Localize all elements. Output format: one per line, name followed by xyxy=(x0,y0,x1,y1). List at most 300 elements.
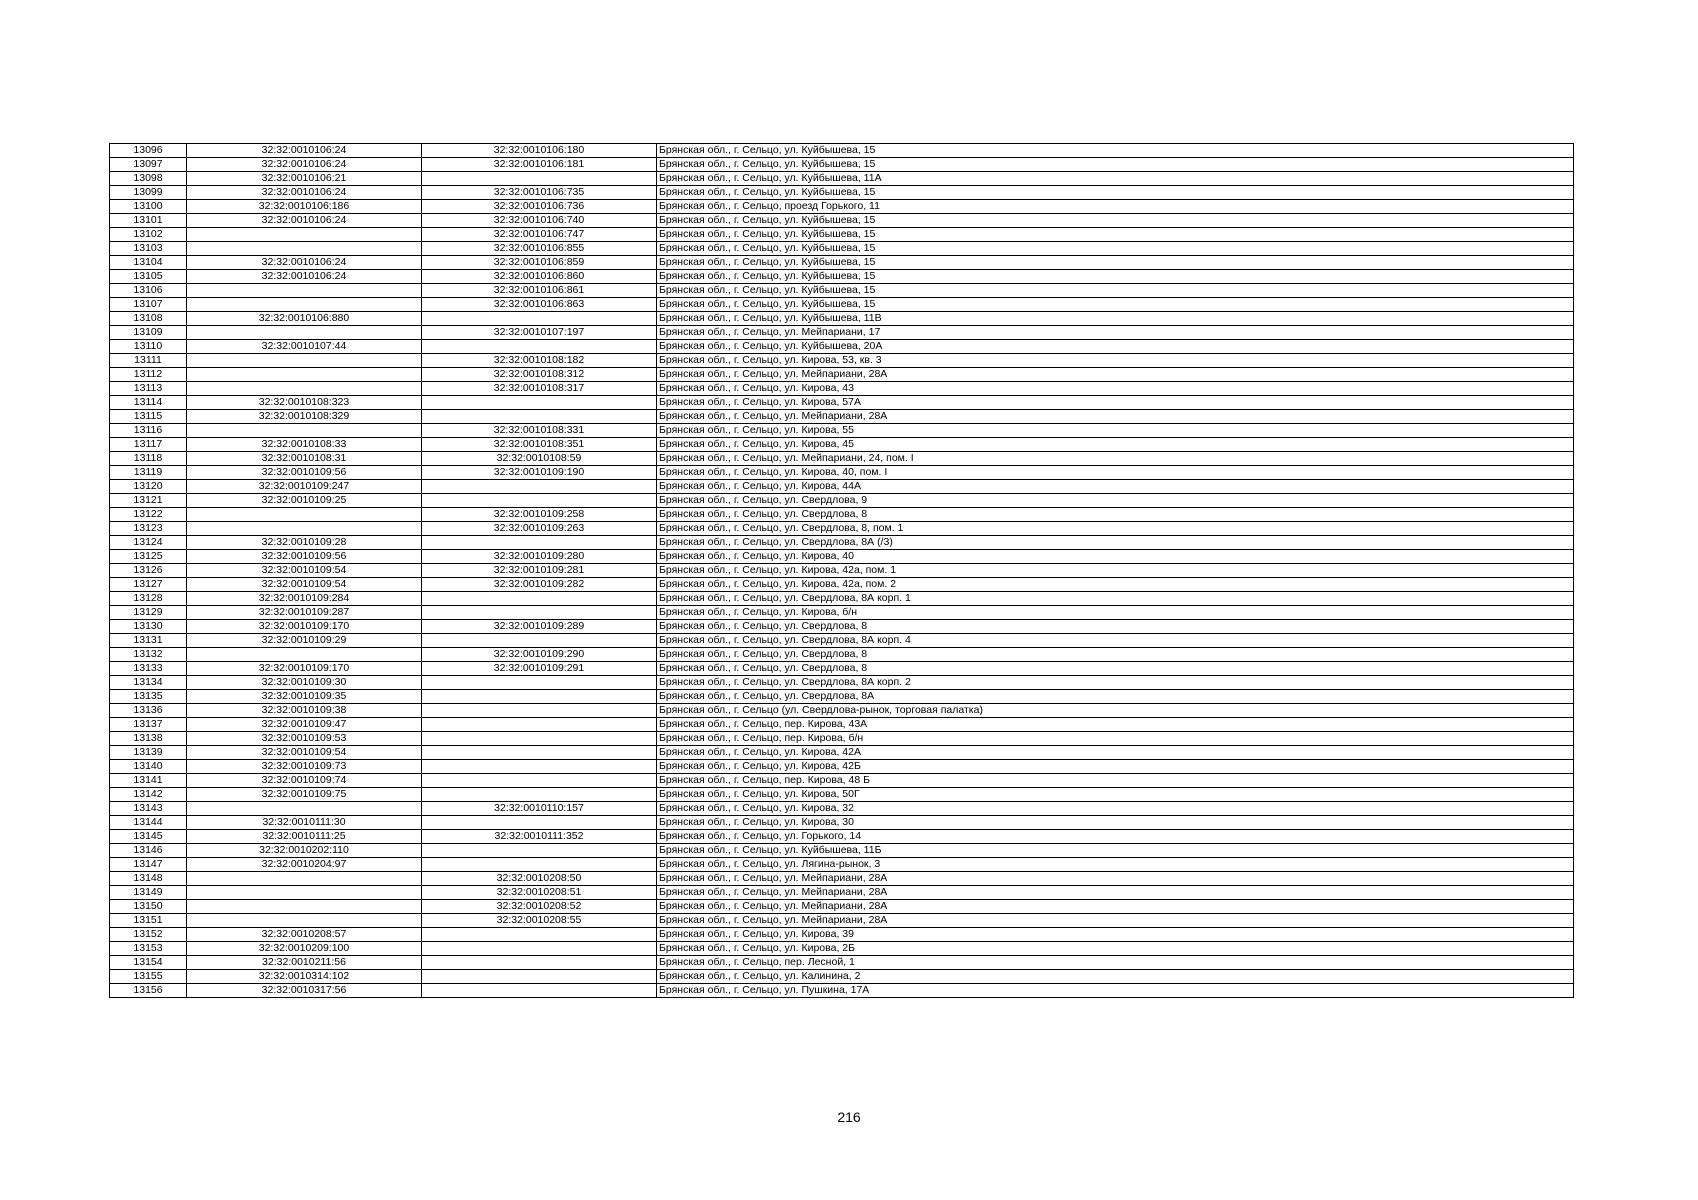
address-cell: Брянская обл., г. Сельцо, ул. Свердлова, 9 xyxy=(657,494,1574,508)
object-number-cell: 32:32:0010109:291 xyxy=(422,662,657,676)
object-number-cell xyxy=(422,396,657,410)
object-number-cell: 32:32:0010109:280 xyxy=(422,550,657,564)
object-number-cell: 32:32:0010106:735 xyxy=(422,186,657,200)
table-row xyxy=(110,228,1574,242)
land-plot-number-cell: 32:32:0010108:323 xyxy=(187,396,422,410)
address-cell: Брянская обл., г. Сельцо, ул. Свердлова, 8 xyxy=(657,662,1574,676)
object-number-cell: 32:32:0010109:281 xyxy=(422,564,657,578)
table-row xyxy=(110,270,1574,284)
table-row xyxy=(110,676,1574,690)
row-number-cell: 13099 xyxy=(110,186,187,200)
address-cell: Брянская обл., г. Сельцо, пер. Кирова, б/н xyxy=(657,732,1574,746)
row-number-cell: 13134 xyxy=(110,676,187,690)
row-number-cell: 13106 xyxy=(110,284,187,298)
row-number-cell: 13149 xyxy=(110,886,187,900)
object-number-cell xyxy=(422,732,657,746)
table-row xyxy=(110,886,1574,900)
address-cell: Брянская обл., г. Сельцо, ул. Куйбышева, 15 xyxy=(657,270,1574,284)
row-number-cell: 13138 xyxy=(110,732,187,746)
object-number-cell xyxy=(422,536,657,550)
land-plot-number-cell: 32:32:0010106:880 xyxy=(187,312,422,326)
row-number-cell: 13128 xyxy=(110,592,187,606)
table-row xyxy=(110,718,1574,732)
row-number-cell: 13148 xyxy=(110,872,187,886)
address-cell: Брянская обл., г. Сельцо, ул. Куйбышева, 15 xyxy=(657,158,1574,172)
land-plot-number-cell: 32:32:0010108:33 xyxy=(187,438,422,452)
object-number-cell: 32:32:0010106:859 xyxy=(422,256,657,270)
row-number-cell: 13151 xyxy=(110,914,187,928)
address-cell: Брянская обл., г. Сельцо, ул. Куйбышева, 15 xyxy=(657,256,1574,270)
address-cell: Брянская обл., г. Сельцо, ул. Кирова, 50Г xyxy=(657,788,1574,802)
address-cell: Брянская обл., г. Сельцо, ул. Лягина-рынок, 3 xyxy=(657,858,1574,872)
table-row xyxy=(110,368,1574,382)
address-cell: Брянская обл., г. Сельцо, ул. Свердлова, 8А корп. 1 xyxy=(657,592,1574,606)
object-number-cell: 32:32:0010108:182 xyxy=(422,354,657,368)
address-cell: Брянская обл., г. Сельцо, ул. Свердлова, 8А (/3) xyxy=(657,536,1574,550)
land-plot-number-cell xyxy=(187,298,422,312)
object-number-cell xyxy=(422,690,657,704)
land-plot-number-cell: 32:32:0010109:56 xyxy=(187,466,422,480)
address-cell: Брянская обл., г. Сельцо, ул. Куйбышева, 15 xyxy=(657,228,1574,242)
address-cell: Брянская обл., г. Сельцо, ул. Кирова, 30 xyxy=(657,816,1574,830)
row-number-cell: 13101 xyxy=(110,214,187,228)
row-number-cell: 13104 xyxy=(110,256,187,270)
address-cell: Брянская обл., г. Сельцо, пер. Кирова, 48 Б xyxy=(657,774,1574,788)
land-plot-number-cell: 32:32:0010109:287 xyxy=(187,606,422,620)
land-plot-number-cell: 32:32:0010109:29 xyxy=(187,634,422,648)
row-number-cell: 13120 xyxy=(110,480,187,494)
address-cell: Брянская обл., г. Сельцо (ул. Свердлова-рынок, торговая палатка) xyxy=(657,704,1574,718)
row-number-cell: 13123 xyxy=(110,522,187,536)
table-row xyxy=(110,788,1574,802)
object-number-cell: 32:32:0010109:282 xyxy=(422,578,657,592)
land-plot-number-cell xyxy=(187,508,422,522)
land-plot-number-cell: 32:32:0010106:24 xyxy=(187,256,422,270)
page-number: 216 xyxy=(837,1109,861,1125)
cadastral-table xyxy=(109,143,1574,998)
table-row xyxy=(110,354,1574,368)
table-row xyxy=(110,186,1574,200)
address-cell: Брянская обл., г. Сельцо, ул. Свердлова, 8, пом. 1 xyxy=(657,522,1574,536)
object-number-cell: 32:32:0010109:289 xyxy=(422,620,657,634)
land-plot-number-cell: 32:32:0010109:54 xyxy=(187,578,422,592)
object-number-cell xyxy=(422,494,657,508)
land-plot-number-cell: 32:32:0010106:186 xyxy=(187,200,422,214)
address-cell: Брянская обл., г. Сельцо, пер. Кирова, 43А xyxy=(657,718,1574,732)
address-cell: Брянская обл., г. Сельцо, ул. Кирова, 32 xyxy=(657,802,1574,816)
object-number-cell: 32:32:0010208:52 xyxy=(422,900,657,914)
row-number-cell: 13130 xyxy=(110,620,187,634)
row-number-cell: 13133 xyxy=(110,662,187,676)
land-plot-number-cell: 32:32:0010209:100 xyxy=(187,942,422,956)
object-number-cell: 32:32:0010106:855 xyxy=(422,242,657,256)
table-row xyxy=(110,480,1574,494)
address-cell: Брянская обл., г. Сельцо, ул. Кирова, 44А xyxy=(657,480,1574,494)
table-row xyxy=(110,928,1574,942)
land-plot-number-cell: 32:32:0010109:247 xyxy=(187,480,422,494)
row-number-cell: 13146 xyxy=(110,844,187,858)
table-row xyxy=(110,648,1574,662)
address-cell: Брянская обл., г. Сельцо, ул. Куйбышева, 15 xyxy=(657,144,1574,158)
land-plot-number-cell: 32:32:0010109:284 xyxy=(187,592,422,606)
row-number-cell: 13109 xyxy=(110,326,187,340)
table-row xyxy=(110,942,1574,956)
table-row xyxy=(110,830,1574,844)
row-number-cell: 13108 xyxy=(110,312,187,326)
object-number-cell xyxy=(422,984,657,998)
address-cell: Брянская обл., г. Сельцо, ул. Горького, 14 xyxy=(657,830,1574,844)
address-cell: Брянская обл., г. Сельцо, ул. Мейпариани, 28А xyxy=(657,886,1574,900)
row-number-cell: 13154 xyxy=(110,956,187,970)
land-plot-number-cell xyxy=(187,228,422,242)
row-number-cell: 13136 xyxy=(110,704,187,718)
land-plot-number-cell: 32:32:0010106:24 xyxy=(187,144,422,158)
object-number-cell: 32:32:0010106:736 xyxy=(422,200,657,214)
table-row xyxy=(110,340,1574,354)
address-cell: Брянская обл., г. Сельцо, ул. Кирова, 43 xyxy=(657,382,1574,396)
address-cell: Брянская обл., г. Сельцо, ул. Кирова, 55 xyxy=(657,424,1574,438)
table-row xyxy=(110,844,1574,858)
address-cell: Брянская обл., г. Сельцо, пер. Лесной, 1 xyxy=(657,956,1574,970)
object-number-cell xyxy=(422,956,657,970)
address-cell: Брянская обл., г. Сельцо, ул. Куйбышева, 11А xyxy=(657,172,1574,186)
row-number-cell: 13112 xyxy=(110,368,187,382)
row-number-cell: 13139 xyxy=(110,746,187,760)
address-cell: Брянская обл., г. Сельцо, ул. Кирова, 53, кв. 3 xyxy=(657,354,1574,368)
row-number-cell: 13152 xyxy=(110,928,187,942)
row-number-cell: 13107 xyxy=(110,298,187,312)
land-plot-number-cell xyxy=(187,368,422,382)
address-cell: Брянская обл., г. Сельцо, ул. Кирова, 42Б xyxy=(657,760,1574,774)
land-plot-number-cell: 32:32:0010106:24 xyxy=(187,270,422,284)
land-plot-number-cell xyxy=(187,872,422,886)
land-plot-number-cell xyxy=(187,802,422,816)
table-body xyxy=(110,144,1574,998)
land-plot-number-cell: 32:32:0010109:56 xyxy=(187,550,422,564)
object-number-cell: 32:32:0010208:50 xyxy=(422,872,657,886)
land-plot-number-cell xyxy=(187,886,422,900)
object-number-cell xyxy=(422,592,657,606)
address-cell: Брянская обл., г. Сельцо, ул. Кирова, 40, пом. I xyxy=(657,466,1574,480)
row-number-cell: 13119 xyxy=(110,466,187,480)
row-number-cell: 13153 xyxy=(110,942,187,956)
row-number-cell: 13097 xyxy=(110,158,187,172)
table-row xyxy=(110,592,1574,606)
row-number-cell: 13121 xyxy=(110,494,187,508)
row-number-cell: 13147 xyxy=(110,858,187,872)
row-number-cell: 13126 xyxy=(110,564,187,578)
object-number-cell: 32:32:0010106:181 xyxy=(422,158,657,172)
object-number-cell xyxy=(422,816,657,830)
address-cell: Брянская обл., г. Сельцо, ул. Пушкина, 17А xyxy=(657,984,1574,998)
table-row xyxy=(110,914,1574,928)
land-plot-number-cell: 32:32:0010109:73 xyxy=(187,760,422,774)
object-number-cell xyxy=(422,410,657,424)
address-cell: Брянская обл., г. Сельцо, ул. Мейпариани, 28А xyxy=(657,872,1574,886)
address-cell: Брянская обл., г. Сельцо, ул. Кирова, 45 xyxy=(657,438,1574,452)
row-number-cell: 13110 xyxy=(110,340,187,354)
object-number-cell xyxy=(422,312,657,326)
address-cell: Брянская обл., г. Сельцо, ул. Свердлова, 8 xyxy=(657,508,1574,522)
table-row xyxy=(110,690,1574,704)
address-cell: Брянская обл., г. Сельцо, ул. Кирова, 42а, пом. 2 xyxy=(657,578,1574,592)
row-number-cell: 13145 xyxy=(110,830,187,844)
object-number-cell xyxy=(422,634,657,648)
object-number-cell: 32:32:0010106:180 xyxy=(422,144,657,158)
row-number-cell: 13114 xyxy=(110,396,187,410)
object-number-cell: 32:32:0010109:190 xyxy=(422,466,657,480)
table-row xyxy=(110,494,1574,508)
table-row xyxy=(110,284,1574,298)
table-row xyxy=(110,438,1574,452)
object-number-cell xyxy=(422,970,657,984)
row-number-cell: 13105 xyxy=(110,270,187,284)
table-row xyxy=(110,550,1574,564)
row-number-cell: 13124 xyxy=(110,536,187,550)
table-row xyxy=(110,172,1574,186)
land-plot-number-cell: 32:32:0010109:170 xyxy=(187,662,422,676)
row-number-cell: 13127 xyxy=(110,578,187,592)
table-row xyxy=(110,970,1574,984)
table-row xyxy=(110,242,1574,256)
object-number-cell: 32:32:0010208:55 xyxy=(422,914,657,928)
object-number-cell xyxy=(422,928,657,942)
land-plot-number-cell: 32:32:0010109:28 xyxy=(187,536,422,550)
row-number-cell: 13156 xyxy=(110,984,187,998)
address-cell: Брянская обл., г. Сельцо, ул. Мейпариани, 28А xyxy=(657,914,1574,928)
land-plot-number-cell: 32:32:0010314:102 xyxy=(187,970,422,984)
land-plot-number-cell xyxy=(187,424,422,438)
table-row xyxy=(110,326,1574,340)
land-plot-number-cell: 32:32:0010109:38 xyxy=(187,704,422,718)
table-row xyxy=(110,578,1574,592)
land-plot-number-cell xyxy=(187,900,422,914)
land-plot-number-cell: 32:32:0010109:54 xyxy=(187,746,422,760)
table-row xyxy=(110,508,1574,522)
land-plot-number-cell: 32:32:0010109:75 xyxy=(187,788,422,802)
table-row xyxy=(110,732,1574,746)
address-cell: Брянская обл., г. Сельцо, ул. Куйбышева, 15 xyxy=(657,242,1574,256)
table-row xyxy=(110,382,1574,396)
address-cell: Брянская обл., г. Сельцо, ул. Свердлова, 8 xyxy=(657,620,1574,634)
object-number-cell xyxy=(422,606,657,620)
land-plot-number-cell: 32:32:0010109:47 xyxy=(187,718,422,732)
address-cell: Брянская обл., г. Сельцо, ул. Мейпариани, 28А xyxy=(657,410,1574,424)
land-plot-number-cell: 32:32:0010106:24 xyxy=(187,214,422,228)
address-cell: Брянская обл., г. Сельцо, ул. Калинина, 2 xyxy=(657,970,1574,984)
row-number-cell: 13140 xyxy=(110,760,187,774)
object-number-cell: 32:32:0010106:863 xyxy=(422,298,657,312)
object-number-cell xyxy=(422,704,657,718)
row-number-cell: 13100 xyxy=(110,200,187,214)
object-number-cell xyxy=(422,676,657,690)
row-number-cell: 13143 xyxy=(110,802,187,816)
table-row xyxy=(110,214,1574,228)
land-plot-number-cell: 32:32:0010108:329 xyxy=(187,410,422,424)
object-number-cell: 32:32:0010208:51 xyxy=(422,886,657,900)
row-number-cell: 13142 xyxy=(110,788,187,802)
object-number-cell: 32:32:0010110:157 xyxy=(422,802,657,816)
table-row xyxy=(110,410,1574,424)
address-cell: Брянская обл., г. Сельцо, ул. Свердлова, 8А корп. 4 xyxy=(657,634,1574,648)
row-number-cell: 13129 xyxy=(110,606,187,620)
land-plot-number-cell: 32:32:0010208:57 xyxy=(187,928,422,942)
table-row xyxy=(110,200,1574,214)
object-number-cell: 32:32:0010109:263 xyxy=(422,522,657,536)
row-number-cell: 13137 xyxy=(110,718,187,732)
object-number-cell: 32:32:0010107:197 xyxy=(422,326,657,340)
object-number-cell xyxy=(422,480,657,494)
object-number-cell: 32:32:0010108:312 xyxy=(422,368,657,382)
address-cell: Брянская обл., г. Сельцо, ул. Кирова, б/н xyxy=(657,606,1574,620)
land-plot-number-cell xyxy=(187,522,422,536)
table-row xyxy=(110,760,1574,774)
land-plot-number-cell: 32:32:0010108:31 xyxy=(187,452,422,466)
row-number-cell: 13131 xyxy=(110,634,187,648)
row-number-cell: 13117 xyxy=(110,438,187,452)
row-number-cell: 13115 xyxy=(110,410,187,424)
land-plot-number-cell: 32:32:0010109:170 xyxy=(187,620,422,634)
address-cell: Брянская обл., г. Сельцо, ул. Куйбышева, 20А xyxy=(657,340,1574,354)
address-cell: Брянская обл., г. Сельцо, ул. Мейпариани, 17 xyxy=(657,326,1574,340)
table-row xyxy=(110,256,1574,270)
row-number-cell: 13102 xyxy=(110,228,187,242)
address-cell: Брянская обл., г. Сельцо, ул. Кирова, 42А xyxy=(657,746,1574,760)
table-row xyxy=(110,858,1574,872)
row-number-cell: 13122 xyxy=(110,508,187,522)
address-cell: Брянская обл., г. Сельцо, ул. Мейпариани, 28А xyxy=(657,368,1574,382)
table-row xyxy=(110,452,1574,466)
table-row xyxy=(110,956,1574,970)
table-row xyxy=(110,984,1574,998)
object-number-cell xyxy=(422,718,657,732)
land-plot-number-cell: 32:32:0010106:24 xyxy=(187,186,422,200)
address-cell: Брянская обл., г. Сельцо, ул. Кирова, 42а, пом. 1 xyxy=(657,564,1574,578)
address-cell: Брянская обл., г. Сельцо, ул. Мейпариани, 28А xyxy=(657,900,1574,914)
table-row xyxy=(110,396,1574,410)
table-row xyxy=(110,872,1574,886)
address-cell: Брянская обл., г. Сельцо, ул. Куйбышева, 15 xyxy=(657,298,1574,312)
table-row xyxy=(110,900,1574,914)
table-row xyxy=(110,466,1574,480)
address-cell: Брянская обл., г. Сельцо, ул. Мейпариани, 24, пом. I xyxy=(657,452,1574,466)
table-row xyxy=(110,704,1574,718)
object-number-cell: 32:32:0010109:290 xyxy=(422,648,657,662)
land-plot-number-cell: 32:32:0010202:110 xyxy=(187,844,422,858)
land-plot-number-cell: 32:32:0010106:21 xyxy=(187,172,422,186)
table-row xyxy=(110,144,1574,158)
row-number-cell: 13096 xyxy=(110,144,187,158)
land-plot-number-cell: 32:32:0010109:25 xyxy=(187,494,422,508)
object-number-cell: 32:32:0010106:861 xyxy=(422,284,657,298)
address-cell: Брянская обл., г. Сельцо, ул. Свердлова, 8А корп. 2 xyxy=(657,676,1574,690)
object-number-cell xyxy=(422,172,657,186)
row-number-cell: 13144 xyxy=(110,816,187,830)
row-number-cell: 13103 xyxy=(110,242,187,256)
address-cell: Брянская обл., г. Сельцо, проезд Горького, 11 xyxy=(657,200,1574,214)
row-number-cell: 13150 xyxy=(110,900,187,914)
land-plot-number-cell: 32:32:0010106:24 xyxy=(187,158,422,172)
object-number-cell: 32:32:0010108:351 xyxy=(422,438,657,452)
row-number-cell: 13116 xyxy=(110,424,187,438)
table-row xyxy=(110,536,1574,550)
object-number-cell xyxy=(422,942,657,956)
land-plot-number-cell: 32:32:0010211:56 xyxy=(187,956,422,970)
row-number-cell: 13141 xyxy=(110,774,187,788)
land-plot-number-cell xyxy=(187,284,422,298)
object-number-cell xyxy=(422,844,657,858)
address-cell: Брянская обл., г. Сельцо, ул. Куйбышева, 15 xyxy=(657,284,1574,298)
table-row xyxy=(110,522,1574,536)
object-number-cell: 32:32:0010111:352 xyxy=(422,830,657,844)
address-cell: Брянская обл., г. Сельцо, ул. Куйбышева, 15 xyxy=(657,214,1574,228)
object-number-cell xyxy=(422,340,657,354)
table-row xyxy=(110,158,1574,172)
address-cell: Брянская обл., г. Сельцо, ул. Куйбышева, 11Б xyxy=(657,844,1574,858)
table-row xyxy=(110,424,1574,438)
object-number-cell: 32:32:0010109:258 xyxy=(422,508,657,522)
land-plot-number-cell: 32:32:0010109:35 xyxy=(187,690,422,704)
object-number-cell: 32:32:0010108:317 xyxy=(422,382,657,396)
address-cell: Брянская обл., г. Сельцо, ул. Свердлова, 8А xyxy=(657,690,1574,704)
table-row xyxy=(110,620,1574,634)
row-number-cell: 13155 xyxy=(110,970,187,984)
object-number-cell xyxy=(422,760,657,774)
row-number-cell: 13111 xyxy=(110,354,187,368)
row-number-cell: 13113 xyxy=(110,382,187,396)
land-plot-number-cell: 32:32:0010204:97 xyxy=(187,858,422,872)
land-plot-number-cell: 32:32:0010109:53 xyxy=(187,732,422,746)
land-plot-number-cell xyxy=(187,648,422,662)
land-plot-number-cell: 32:32:0010109:30 xyxy=(187,676,422,690)
table-row xyxy=(110,564,1574,578)
row-number-cell: 13125 xyxy=(110,550,187,564)
land-plot-number-cell xyxy=(187,242,422,256)
object-number-cell xyxy=(422,858,657,872)
table-row xyxy=(110,774,1574,788)
table-row xyxy=(110,606,1574,620)
table-row xyxy=(110,662,1574,676)
row-number-cell: 13135 xyxy=(110,690,187,704)
land-plot-number-cell xyxy=(187,914,422,928)
object-number-cell: 32:32:0010106:747 xyxy=(422,228,657,242)
row-number-cell: 13098 xyxy=(110,172,187,186)
row-number-cell: 13118 xyxy=(110,452,187,466)
address-cell: Брянская обл., г. Сельцо, ул. Кирова, 2Б xyxy=(657,942,1574,956)
object-number-cell xyxy=(422,788,657,802)
object-number-cell xyxy=(422,774,657,788)
address-cell: Брянская обл., г. Сельцо, ул. Куйбышева, 11В xyxy=(657,312,1574,326)
table-row xyxy=(110,802,1574,816)
land-plot-number-cell xyxy=(187,382,422,396)
land-plot-number-cell: 32:32:0010107:44 xyxy=(187,340,422,354)
land-plot-number-cell: 32:32:0010109:74 xyxy=(187,774,422,788)
object-number-cell: 32:32:0010106:740 xyxy=(422,214,657,228)
address-cell: Брянская обл., г. Сельцо, ул. Кирова, 57А xyxy=(657,396,1574,410)
land-plot-number-cell: 32:32:0010111:30 xyxy=(187,816,422,830)
address-cell: Брянская обл., г. Сельцо, ул. Свердлова, 8 xyxy=(657,648,1574,662)
object-number-cell: 32:32:0010108:331 xyxy=(422,424,657,438)
address-cell: Брянская обл., г. Сельцо, ул. Куйбышева, 15 xyxy=(657,186,1574,200)
address-cell: Брянская обл., г. Сельцо, ул. Кирова, 40 xyxy=(657,550,1574,564)
land-plot-number-cell xyxy=(187,326,422,340)
object-number-cell: 32:32:0010108:59 xyxy=(422,452,657,466)
table-row xyxy=(110,298,1574,312)
land-plot-number-cell: 32:32:0010109:54 xyxy=(187,564,422,578)
table-row xyxy=(110,312,1574,326)
row-number-cell: 13132 xyxy=(110,648,187,662)
object-number-cell xyxy=(422,746,657,760)
